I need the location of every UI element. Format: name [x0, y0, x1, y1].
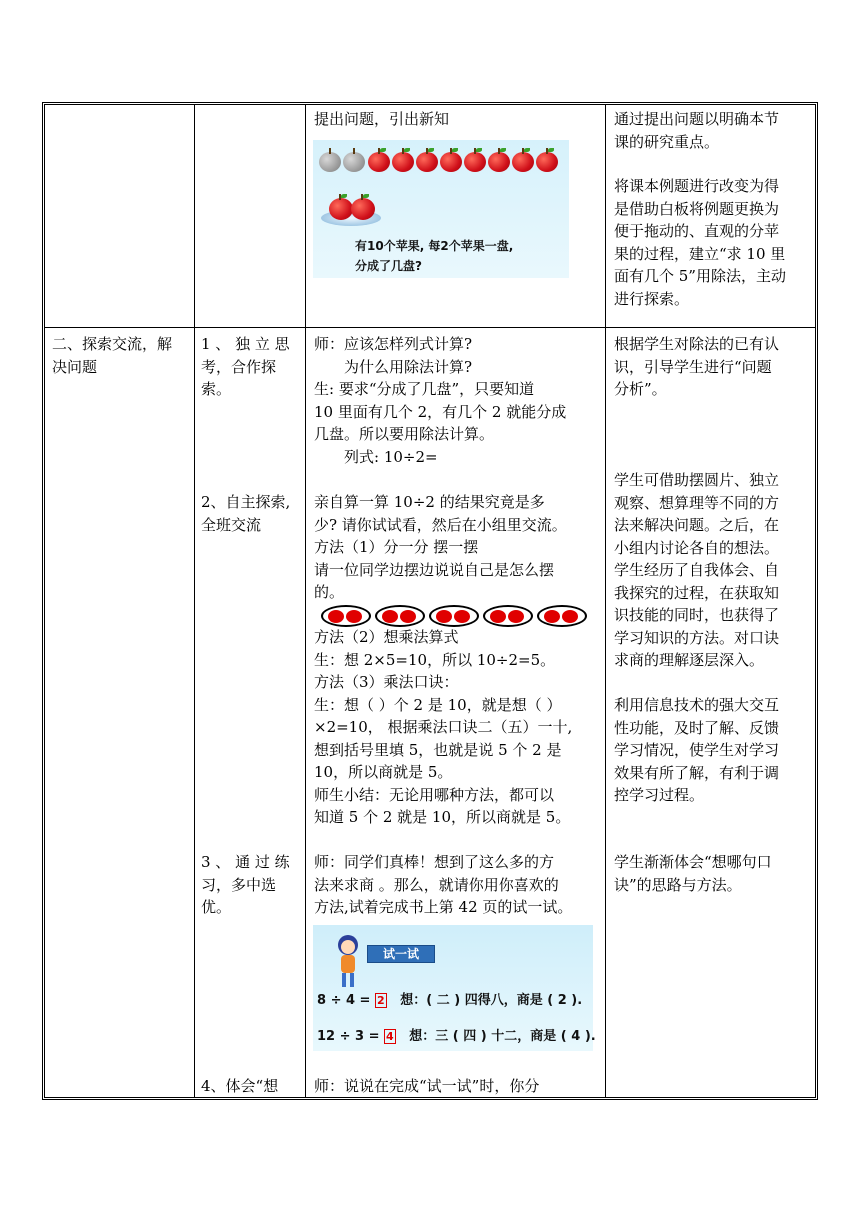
activity-line: 师生小结：无论用哪种方法，都可以	[314, 785, 555, 804]
counter-dot	[346, 610, 362, 623]
apple-icon	[440, 152, 462, 172]
note-line: 学习情况，使学生对学习	[614, 741, 780, 759]
counter-dot	[562, 610, 578, 623]
note-line: 识技能的同时，也获得了	[614, 606, 780, 624]
try-it-banner	[367, 945, 435, 963]
note-line: 效果有所了解，有利于调	[614, 763, 780, 782]
note-line: 学生可借助摆圆片、独立	[614, 471, 780, 489]
apple-icon	[319, 152, 341, 172]
note-line: 性功能，及时了解、反馈	[614, 718, 780, 737]
counter-dot	[382, 610, 398, 623]
note-line: 果的过程，建立“求 10 里	[614, 244, 786, 263]
apple-problem-picture	[313, 140, 569, 278]
counter-dot	[328, 610, 344, 623]
apple-icon	[368, 152, 390, 172]
note-line: 将课本例题进行改变为得	[614, 177, 780, 195]
apple-icon	[536, 152, 558, 172]
stage-title-line: 决问题	[52, 357, 98, 376]
activity-line: 想到括号里填 5，也就是说 5 个 2 是	[314, 740, 562, 759]
activity-line: 知道 5 个 2 就是 10，所以商就是 5。	[314, 808, 571, 826]
apple-icon	[416, 152, 438, 172]
activity-line: 方法（3）乘法口诀：	[314, 673, 459, 691]
column-divider	[605, 105, 606, 1097]
try-expression: 8 ÷ 4 =	[317, 993, 371, 1008]
activity-line: 的。	[314, 583, 345, 601]
step-line: 2、自主探索,	[201, 493, 291, 511]
activity-line: ×2=10， 根据乘法口诀二（五）一十,	[314, 718, 573, 736]
activity-line: 为什么用除法计算?	[344, 357, 473, 376]
step-line: 3 、 通 过 练	[201, 853, 290, 871]
stage-title-line: 二、探索交流，解	[52, 335, 173, 353]
step-line: 索。	[201, 380, 232, 398]
note-line: 学习知识的方法。对口诀	[614, 628, 780, 647]
activity-block-4	[314, 851, 604, 919]
note-line: 便于拖动的、直观的分苹	[614, 222, 780, 240]
note-block-c	[614, 694, 818, 807]
note-block-d	[614, 851, 818, 896]
stage-title-cell	[52, 333, 192, 378]
apple-icon	[464, 152, 486, 172]
note-line: 诀”的思路与方法。	[614, 875, 742, 894]
note-line: 观察、想算理等不同的方	[614, 493, 780, 512]
step-3-label	[201, 851, 305, 919]
step-line: 优。	[201, 898, 232, 916]
caption-line: 分成了几盘?	[355, 259, 422, 273]
step-4-label	[201, 1075, 305, 1098]
activity-line: 生：想（ ）个 2 是 10，就是想（ ）	[314, 695, 562, 714]
step-line: 考，合作探	[201, 357, 277, 376]
note-block-a	[614, 333, 818, 401]
activity-line: 少? 请你试试看，然后在小组里交流。	[314, 515, 567, 534]
note-line: 求商的理解逐层深入。	[614, 651, 765, 669]
answer-box: 2	[377, 994, 385, 1007]
note-line: 通过提出问题以明确本节	[614, 110, 780, 128]
try-it-line-1	[317, 989, 582, 1008]
activity-line: 提出问题，引出新知	[314, 110, 450, 128]
activity-line: 法来求商 。那么，就请你用你喜欢的	[314, 875, 559, 894]
counter-dot	[508, 610, 524, 623]
step-line: 1 、 独 立 思	[201, 335, 290, 353]
activity-line: 方法,试着完成书上第 42 页的试一试。	[314, 898, 573, 916]
activity-line: 师：说说在完成“试一试”时，你分	[314, 1077, 540, 1095]
activity-line: 方法（1）分一分 摆一摆	[314, 538, 479, 556]
try-expression: 12 ÷ 3 =	[317, 1029, 380, 1044]
counter-dot	[400, 610, 416, 623]
note-block-b	[614, 469, 818, 672]
step-2-label	[201, 491, 305, 536]
banner-label: 试一试	[382, 947, 419, 961]
note-line: 利用信息技术的强大交互	[614, 696, 780, 714]
activity-line: 亲自算一算 10÷2 的结果究竟是多	[314, 493, 545, 511]
activity-line: 师：应该怎样列式计算?	[314, 335, 473, 353]
apple-icon	[392, 152, 414, 172]
note-line: 控学习过程。	[614, 786, 705, 804]
counter-pair	[375, 605, 425, 627]
answer-box: 4	[386, 1030, 394, 1043]
counter-dot	[436, 610, 452, 623]
activity-block-5	[314, 1075, 604, 1098]
note-line: 学生渐渐体会“想哪句口	[614, 853, 772, 871]
try-it-line-2	[317, 1025, 596, 1044]
activity-line: 师：同学们真棒！想到了这么多的方	[314, 853, 555, 871]
apple-icon	[329, 198, 353, 220]
try-hint: 想：三 ( 四 ) 十二，商是 ( 4 ).	[409, 1029, 596, 1044]
note-line: 小组内讨论各自的想法。	[614, 538, 780, 557]
note-line: 分析”。	[614, 380, 667, 398]
note-line: 识，引导学生进行“问题	[614, 357, 772, 376]
activity-line: 方法（2）想乘法算式	[314, 628, 459, 646]
row1-activity-cell	[314, 108, 604, 131]
caption-line: 有10个苹果, 每2个苹果一盘,	[355, 239, 514, 253]
apple-icon	[512, 152, 534, 172]
activity-line: 10 里面有几个 2，有几个 2 就能分成	[314, 402, 567, 421]
counter-pair	[429, 605, 479, 627]
note-line: 我探究的过程，在获取知	[614, 583, 780, 602]
note-line: 根据学生对除法的已有认	[614, 335, 780, 353]
activity-block-2	[314, 491, 604, 604]
column-divider	[305, 105, 306, 1097]
note-line: 课的研究重点。	[614, 132, 720, 151]
step-1-label	[201, 333, 305, 401]
row1-notes-cell	[614, 108, 818, 310]
note-line: 面有几个 5”用除法，主动	[614, 267, 786, 285]
cartoon-girl-icon	[333, 931, 363, 991]
counter-pair	[537, 605, 587, 627]
apple-icon	[488, 152, 510, 172]
activity-block-3	[314, 626, 604, 829]
note-line: 学生经历了自我体会、自	[614, 561, 780, 579]
counter-pair	[321, 605, 371, 627]
note-line: 法来解决问题。之后，在	[614, 516, 780, 534]
apple-icon	[343, 152, 365, 172]
note-line: 是借助白板将例题更换为	[614, 199, 780, 218]
try-hint: 想：( 二 ) 四得八，商是 ( 2 ).	[400, 993, 583, 1008]
apple-icon	[351, 198, 375, 220]
lesson-plan-table	[42, 102, 818, 1100]
counter-dot	[544, 610, 560, 623]
activity-line: 请一位同学边摆边说说自己是怎么摆	[314, 560, 555, 579]
activity-line: 生: 要求“分成了几盘”，只要知道	[314, 380, 535, 398]
picture-caption	[355, 236, 513, 276]
activity-line: 生：想 2×5=10，所以 10÷2=5。	[314, 650, 556, 669]
step-line: 4、体会“想	[201, 1077, 279, 1095]
try-it-picture	[313, 925, 596, 1051]
counter-dot	[454, 610, 470, 623]
step-line: 全班交流	[201, 515, 262, 534]
note-line: 进行探索。	[614, 289, 690, 308]
counter-dot	[490, 610, 506, 623]
column-divider	[194, 105, 195, 1097]
counter-pair	[483, 605, 533, 627]
row-divider	[45, 327, 815, 328]
activity-line: 几盘。所以要用除法计算。	[314, 425, 495, 443]
activity-block-1	[314, 333, 604, 468]
activity-line: 10，所以商就是 5。	[314, 763, 453, 781]
activity-line: 列式: 10÷2=	[344, 447, 438, 466]
step-line: 习，多中选	[201, 875, 277, 894]
